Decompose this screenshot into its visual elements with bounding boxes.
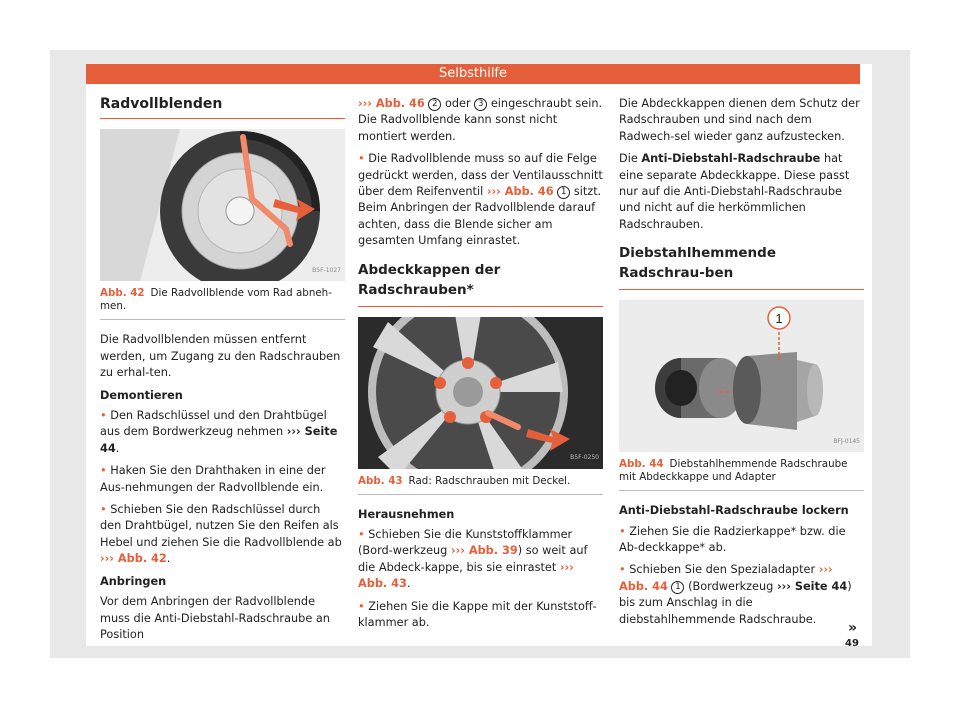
anbringen-text: Vor dem Anbringen der Radvollblende muss die Anti-Diebstahl-Radschraube an Position: [100, 595, 330, 641]
caption-text: Die Radvollblende vom Rad abneh-men.: [100, 287, 332, 313]
callout-2: 2: [428, 98, 441, 111]
figure-42: [100, 129, 345, 281]
list-item: • Die Radvollblende muss so auf die Felge gedrückt werden, dass der Ventilausschnitt über dem Reifenventil ››› Abb. 46 1 sitzt. Beim Anbringen der Radvollblende darauf achten, dass die Blende sicher am gesamten Umfang einrastet.: [358, 152, 603, 248]
list-item: • Schieben Sie die Kunststoffklammer (Bord-werkzeug ››› Abb. 39) so weit auf die Abdeck-kappe, bis sie einrastet ››› Abb. 43.: [358, 528, 588, 591]
heading-radvollblenden: Radvollblenden: [100, 96, 345, 119]
list-item: • Schieben Sie den Radschlüssel durch den Drahtbügel, nutzen Sie den Reifen als Hebel und ziehen Sie die Radvollblende ab ››› Abb. 42.: [100, 503, 342, 566]
figure-ref-link[interactable]: ››› Abb. 43: [358, 560, 574, 591]
figure-code: B5F-1027: [312, 267, 341, 274]
list-item: • Schieben Sie den Spezialadapter ››› Abb. 44 1 (Bordwerkzeug ››› Seite 44) bis zum Anschlag in die diebstahlhemmende Radschraube.: [619, 563, 852, 626]
subheading-anbringen: Anbringen: [100, 574, 167, 588]
figure-label: Abb. 43: [358, 474, 403, 487]
caption-44: [619, 458, 864, 491]
page-ref-link[interactable]: ››› Seite 44: [776, 579, 848, 593]
wheel-cover-illustration: [100, 129, 345, 281]
figure-ref-link[interactable]: ››› Abb. 46: [486, 185, 554, 199]
list-item: • Ziehen Sie die Radzierkappe* bzw. die Ab-deckkappe* ab.: [619, 524, 846, 555]
figure-ref-link[interactable]: ››› Abb. 42: [100, 552, 167, 566]
callout-1: 1: [557, 186, 570, 199]
subheading-lockern: Anti-Diebstahl-Radschraube lockern: [619, 504, 849, 518]
caption-text: Rad: Radschrauben mit Deckel.: [408, 474, 571, 487]
callout-1: 1: [671, 581, 684, 594]
page-number: 49: [845, 638, 859, 649]
figure-callout-1: 1: [775, 311, 783, 327]
heading-abdeckkappen: Abdeckkappen der Radschrauben*: [358, 260, 603, 307]
page-ref-link[interactable]: ››› Seite 44: [100, 425, 338, 455]
figure-44: [619, 300, 864, 452]
figure-43: [358, 317, 603, 469]
paragraph-2: Die Anti-Diebstahl-Radschraube hat eine separate Abdeckkappe. Diese passt nur auf die Anti-Diebstahl-Radschraube und nicht auf die herkömmlichen Radschrauben.: [619, 152, 850, 231]
heading-diebstahlhemmende: Diebstahlhemmende Radschrau-ben: [619, 243, 864, 290]
figure-code: B5F-0250: [570, 454, 599, 462]
column-2: [358, 96, 603, 638]
figure-ref-link[interactable]: ››› Abb. 39: [450, 544, 518, 558]
callout-3: 3: [474, 98, 487, 111]
wheel-bolt-caps-illustration: [358, 317, 603, 469]
subheading-herausnehmen: Herausnehmen: [358, 507, 455, 521]
caption-43: [358, 475, 603, 495]
column-3: [619, 96, 864, 634]
list-item: • Haken Sie den Drahthaken in eine der Aus-nehmungen der Radvollblende ein.: [100, 464, 326, 494]
caption-42: [100, 287, 345, 320]
list-item: • Den Radschlüssel und den Drahtbügel aus dem Bordwerkzeug nehmen ››› Seite 44.: [100, 409, 338, 455]
section-header: Selbsthilfe: [86, 64, 860, 84]
figure-label: Abb. 44: [619, 458, 664, 471]
figure-code: BFJ-0145: [833, 437, 860, 445]
figure-label: Abb. 42: [100, 287, 145, 300]
figure-ref-link[interactable]: ››› Abb. 44: [619, 563, 833, 593]
list-item: • Ziehen Sie die Kappe mit der Kunststoff-klammer ab.: [358, 599, 597, 630]
subheading-demontieren: Demontieren: [100, 388, 183, 402]
figure-ref-link[interactable]: ››› Abb. 46: [358, 97, 425, 110]
intro-text: Die Radvollblenden müssen entfernt werden, um Zugang zu den Radschrauben zu erhal-ten.: [100, 333, 341, 380]
continued-text: ››› Abb. 46 2 oder 3 eingeschraubt sein. Die Radvollblende kann sonst nicht montiert werden.: [358, 97, 603, 143]
column-1: [100, 96, 345, 649]
continue-arrow: »: [848, 620, 858, 636]
lock-bolt-adapter-illustration: [619, 300, 864, 452]
paragraph-1: Die Abdeckkappen dienen dem Schutz der Radschrauben und sind nach dem Radwech-sel wieder ganz aufzustecken.: [619, 97, 860, 143]
caption-text: Diebstahlhemmende Radschraube mit Abdeckkappe und Adapter: [619, 458, 848, 484]
